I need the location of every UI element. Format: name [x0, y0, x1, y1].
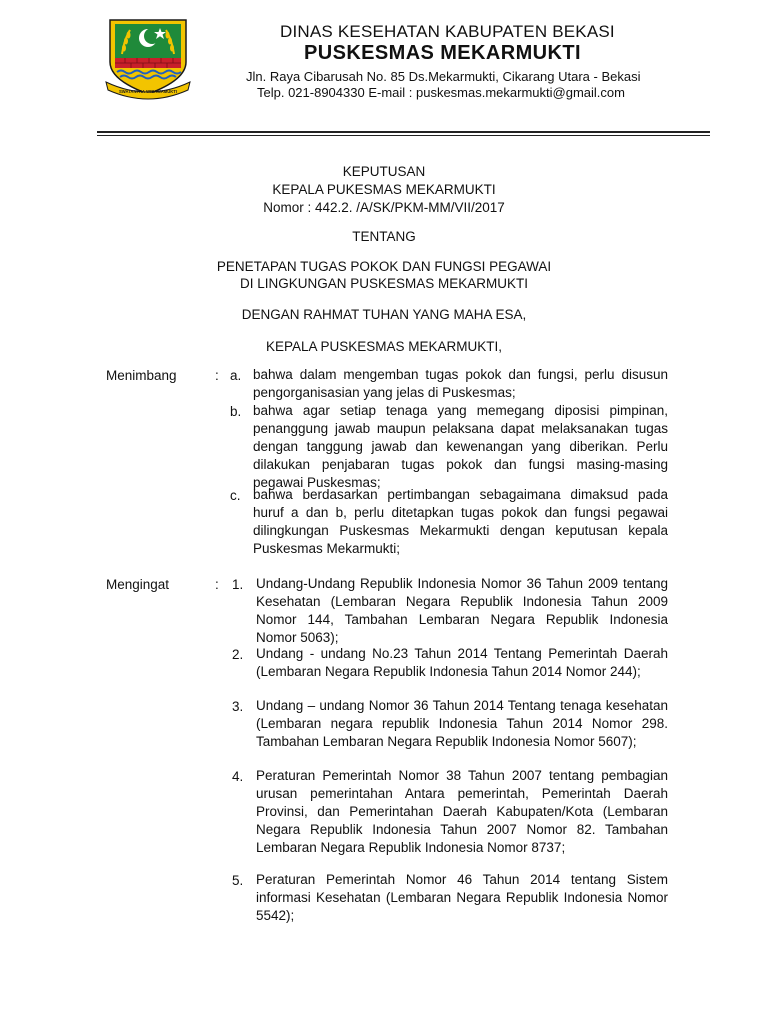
menimbang-item: bahwa berdasarkan pertimbangan sebagaimana dimaksud pada huruf a dan b, perlu ditetapkan tugas pokok dan fungsi pegawai dilingkungan Puskesmas Mekarmukti dengan keputusan kepala Puskesmas Mekarmukti;	[253, 487, 668, 556]
decree-invocation: DENGAN RAHMAT TUHAN YANG MAHA ESA,	[241, 307, 527, 322]
mengingat-item: Undang – undang Nomor 36 Tahun 2014 Tentang tenaga kesehatan (Lembaran negara republik Indonesia Tahun 2014 Nomor 298. Tambahan Lembaran Negara Republik Indonesia Nomor 5607);	[256, 698, 668, 749]
kabupaten-bekasi-emblem-icon	[100, 14, 196, 100]
menimbang-label: Menimbang	[106, 368, 177, 383]
institution-name: PUSKESMAS MEKARMUKTI	[304, 42, 581, 64]
mengingat-item: Peraturan Pemerintah Nomor 38 Tahun 2007 tentang pembagian urusan pemerintahan Antara pemerintah, Pemerintah Daerah Provinsi, dan Pemerintahan Daerah Kabupaten/Kota (Lembaran Negara Republik Indonesia Tahun 2007 Nomor 82. Tambahan Lembaran Negara Republik Indonesia Nomor 8737;	[256, 768, 668, 855]
decree-signatory: KEPALA PUSKESMAS MEKARMUKTI,	[265, 339, 503, 354]
menimbang-marker: a.	[230, 368, 242, 383]
letterhead-divider	[97, 131, 710, 133]
mengingat-item: Peraturan Pemerintah Nomor 46 Tahun 2014 tentang Sistem informasi Kesehatan (Lembaran Negara Republik Indonesia Nomor 5542);	[256, 872, 668, 923]
decree-heading: KEPUTUSAN	[342, 164, 426, 179]
decree-number: Nomor : 442.2. /A/SK/PKM-MM/VII/2017	[263, 200, 505, 215]
mengingat-marker: 1.	[232, 577, 244, 592]
decree-subject-line-2: DI LINGKUNGAN PUSKESMAS MEKARMUKTI	[239, 276, 529, 291]
mengingat-item: Undang-Undang Republik Indonesia Nomor 36 Tahun 2009 tentang Kesehatan (Lembaran Negara Republik Indonesia Tahun 2009 Nomor 144, Tambahan Lembaran Negara Republik Indonesia Nomor 5063);	[256, 576, 668, 645]
emblem-motto: SWATANTRA WIBAWAMUKTI	[118, 89, 178, 94]
menimbang-item: bahwa dalam mengemban tugas pokok dan fungsi, perlu disusun pengorganisasian yang jelas di Puskesmas;	[253, 367, 668, 400]
menimbang-item: bahwa agar setiap tenaga yang memegang diposisi pimpinan, penanggung jawab maupun pelaksana dapat melaksanakan tugas dengan tanggung jawab dan kewenangan yang diberikan. Perlu dilakukan penjabaran tugas pokok dan fungsi masing-masing pegawai Puskesmas;	[253, 403, 668, 490]
mengingat-colon: :	[215, 577, 219, 592]
decree-subject-line-1: PENETAPAN TUGAS POKOK DAN FUNGSI PEGAWAI	[216, 259, 552, 274]
agency-name: DINAS KESEHATAN KABUPATEN BEKASI	[280, 22, 615, 41]
mengingat-label: Mengingat	[106, 577, 170, 592]
letterhead-divider-thin	[97, 135, 710, 136]
menimbang-marker: b.	[230, 404, 242, 419]
mengingat-marker: 4.	[232, 769, 244, 784]
contact-line: Telp. 021-8904330 E-mail : puskesmas.mekarmukti@gmail.com	[257, 85, 625, 100]
menimbang-marker: c.	[230, 488, 241, 503]
mengingat-marker: 5.	[232, 873, 244, 888]
address-line: Jln. Raya Cibarusah No. 85 Ds.Mekarmukti, Cikarang Utara - Bekasi	[246, 69, 641, 84]
mengingat-item: Undang - undang No.23 Tahun 2014 Tentang Pemerintah Daerah (Lembaran Negara Republik Indonesia Tahun 2014 Nomor 244);	[256, 646, 668, 679]
decree-about: TENTANG	[352, 229, 416, 244]
mengingat-marker: 3.	[232, 699, 244, 714]
menimbang-colon: :	[215, 368, 219, 383]
mengingat-marker: 2.	[232, 647, 244, 662]
decree-issuer: KEPALA PUKESMAS MEKARMUKTI	[272, 182, 496, 197]
